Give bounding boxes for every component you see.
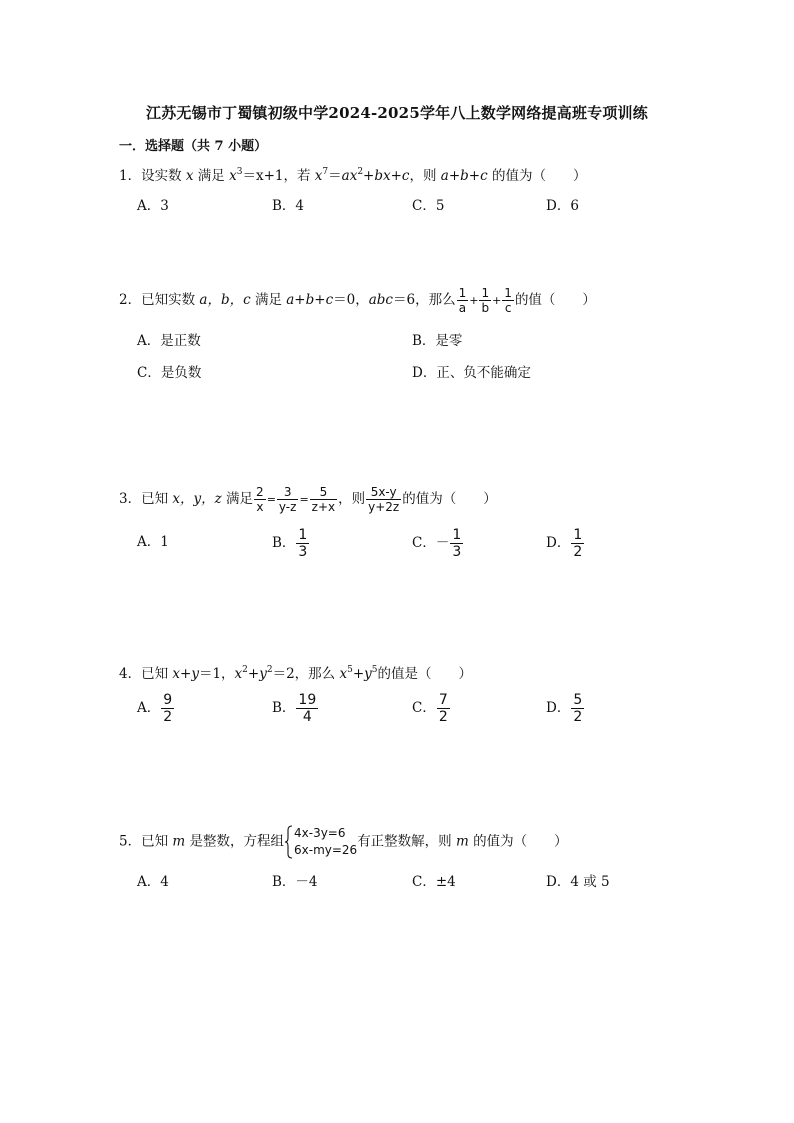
q5-option-d: D．4 或 5 [546, 874, 610, 890]
question-1: 1．设实数 x 满足 $x^3=x+1$，若 $x^7=ax^2+bx+c$，则 a+b+c 的值为（ ） [119, 167, 587, 184]
q3-option-c: C．－ $\frac{1}{3}$ [412, 527, 462, 560]
fraction: $\frac{7}{2}$ [438, 692, 448, 725]
question-number: 3． [119, 491, 142, 507]
fraction: $\frac{1}{3}$ [452, 527, 462, 560]
question-number: 4． [119, 666, 142, 682]
q2-option-a: A．是正数 [137, 333, 201, 349]
fraction: $\frac{1}{c}$ [504, 286, 512, 315]
q1-option-d: D．6 [546, 198, 579, 214]
left-brace-icon [284, 825, 293, 859]
question-5: 5．已知 m 是整数，方程组 4x-3y=6 6x-my=26 有正整数解，则 m 的值为（ ） [119, 826, 568, 857]
fraction: $\frac{1}{a}$ [458, 286, 467, 315]
fraction: $\frac{5}{2}$ [573, 692, 583, 725]
equation-system: 4x-3y=6 6x-my=26 [284, 825, 357, 859]
question-3: 3．已知 x，y，z 满足 $\frac{2}{x}$ = $\frac{3}{y-z}$ = $\frac{5}{z+x}$ ，则 $\frac{5x-y}{y+2z}$ 的值为（ ） [119, 485, 497, 514]
q3-option-a: A．1 [137, 534, 169, 550]
q3-option-b: B． $\frac{1}{3}$ [272, 527, 308, 560]
page-title: 江苏无锡市丁蜀镇初级中学2024-2025学年八上数学网络提高班专项训练 [146, 104, 648, 122]
fraction: $\frac{2}{x}$ [256, 485, 264, 514]
q4-option-c: C． $\frac{7}{2}$ [412, 692, 448, 725]
q4-option-a: A． $\frac{9}{2}$ [137, 692, 173, 725]
q2-option-b: B．是零 [412, 333, 463, 349]
section-heading: 一．选择题（共 7 小题） [119, 139, 268, 154]
fraction: $\frac{5}{z+x}$ [311, 485, 336, 514]
q2-option-c: C．是负数 [137, 365, 202, 381]
q1-option-a: A．3 [137, 198, 169, 214]
fraction: $\frac{19}{4}$ [298, 692, 317, 725]
question-number: 1． [119, 168, 142, 184]
q1-option-c: C．5 [412, 198, 445, 214]
q4-option-b: B． $\frac{19}{4}$ [272, 692, 317, 725]
fraction: $\frac{1}{2}$ [573, 527, 583, 560]
question-number: 2． [119, 292, 142, 308]
question-number: 5． [119, 833, 142, 850]
q2-option-d: D．正、负不能确定 [412, 365, 531, 381]
q5-option-a: A．4 [137, 874, 169, 890]
question-4: 4．已知 x+y＝1，$x^2+y^2=2$，那么 $x^5+y^5$的值是（ ） [119, 665, 473, 682]
question-2: 2．已知实数 a，b，c 满足 a+b+c＝0，abc＝6，那么 $\frac{1}{a}$ + $\frac{1}{b}$ + $\frac{1}{c}$ 的值（ ） [119, 286, 596, 315]
q5-option-b: B．－4 [272, 874, 318, 890]
fraction: $\frac{1}{b}$ [481, 286, 490, 315]
fraction: $\frac{3}{y-z}$ [278, 485, 297, 514]
q3-option-d: D． $\frac{1}{2}$ [546, 527, 583, 560]
fraction: $\frac{5x-y}{y+2z}$ [368, 485, 400, 514]
q5-option-c: C．±4 [412, 874, 456, 890]
fraction: $\frac{9}{2}$ [163, 692, 173, 725]
fraction: $\frac{1}{3}$ [298, 527, 308, 560]
q4-option-d: D． $\frac{5}{2}$ [546, 692, 583, 725]
q1-option-b: B．4 [272, 198, 305, 214]
